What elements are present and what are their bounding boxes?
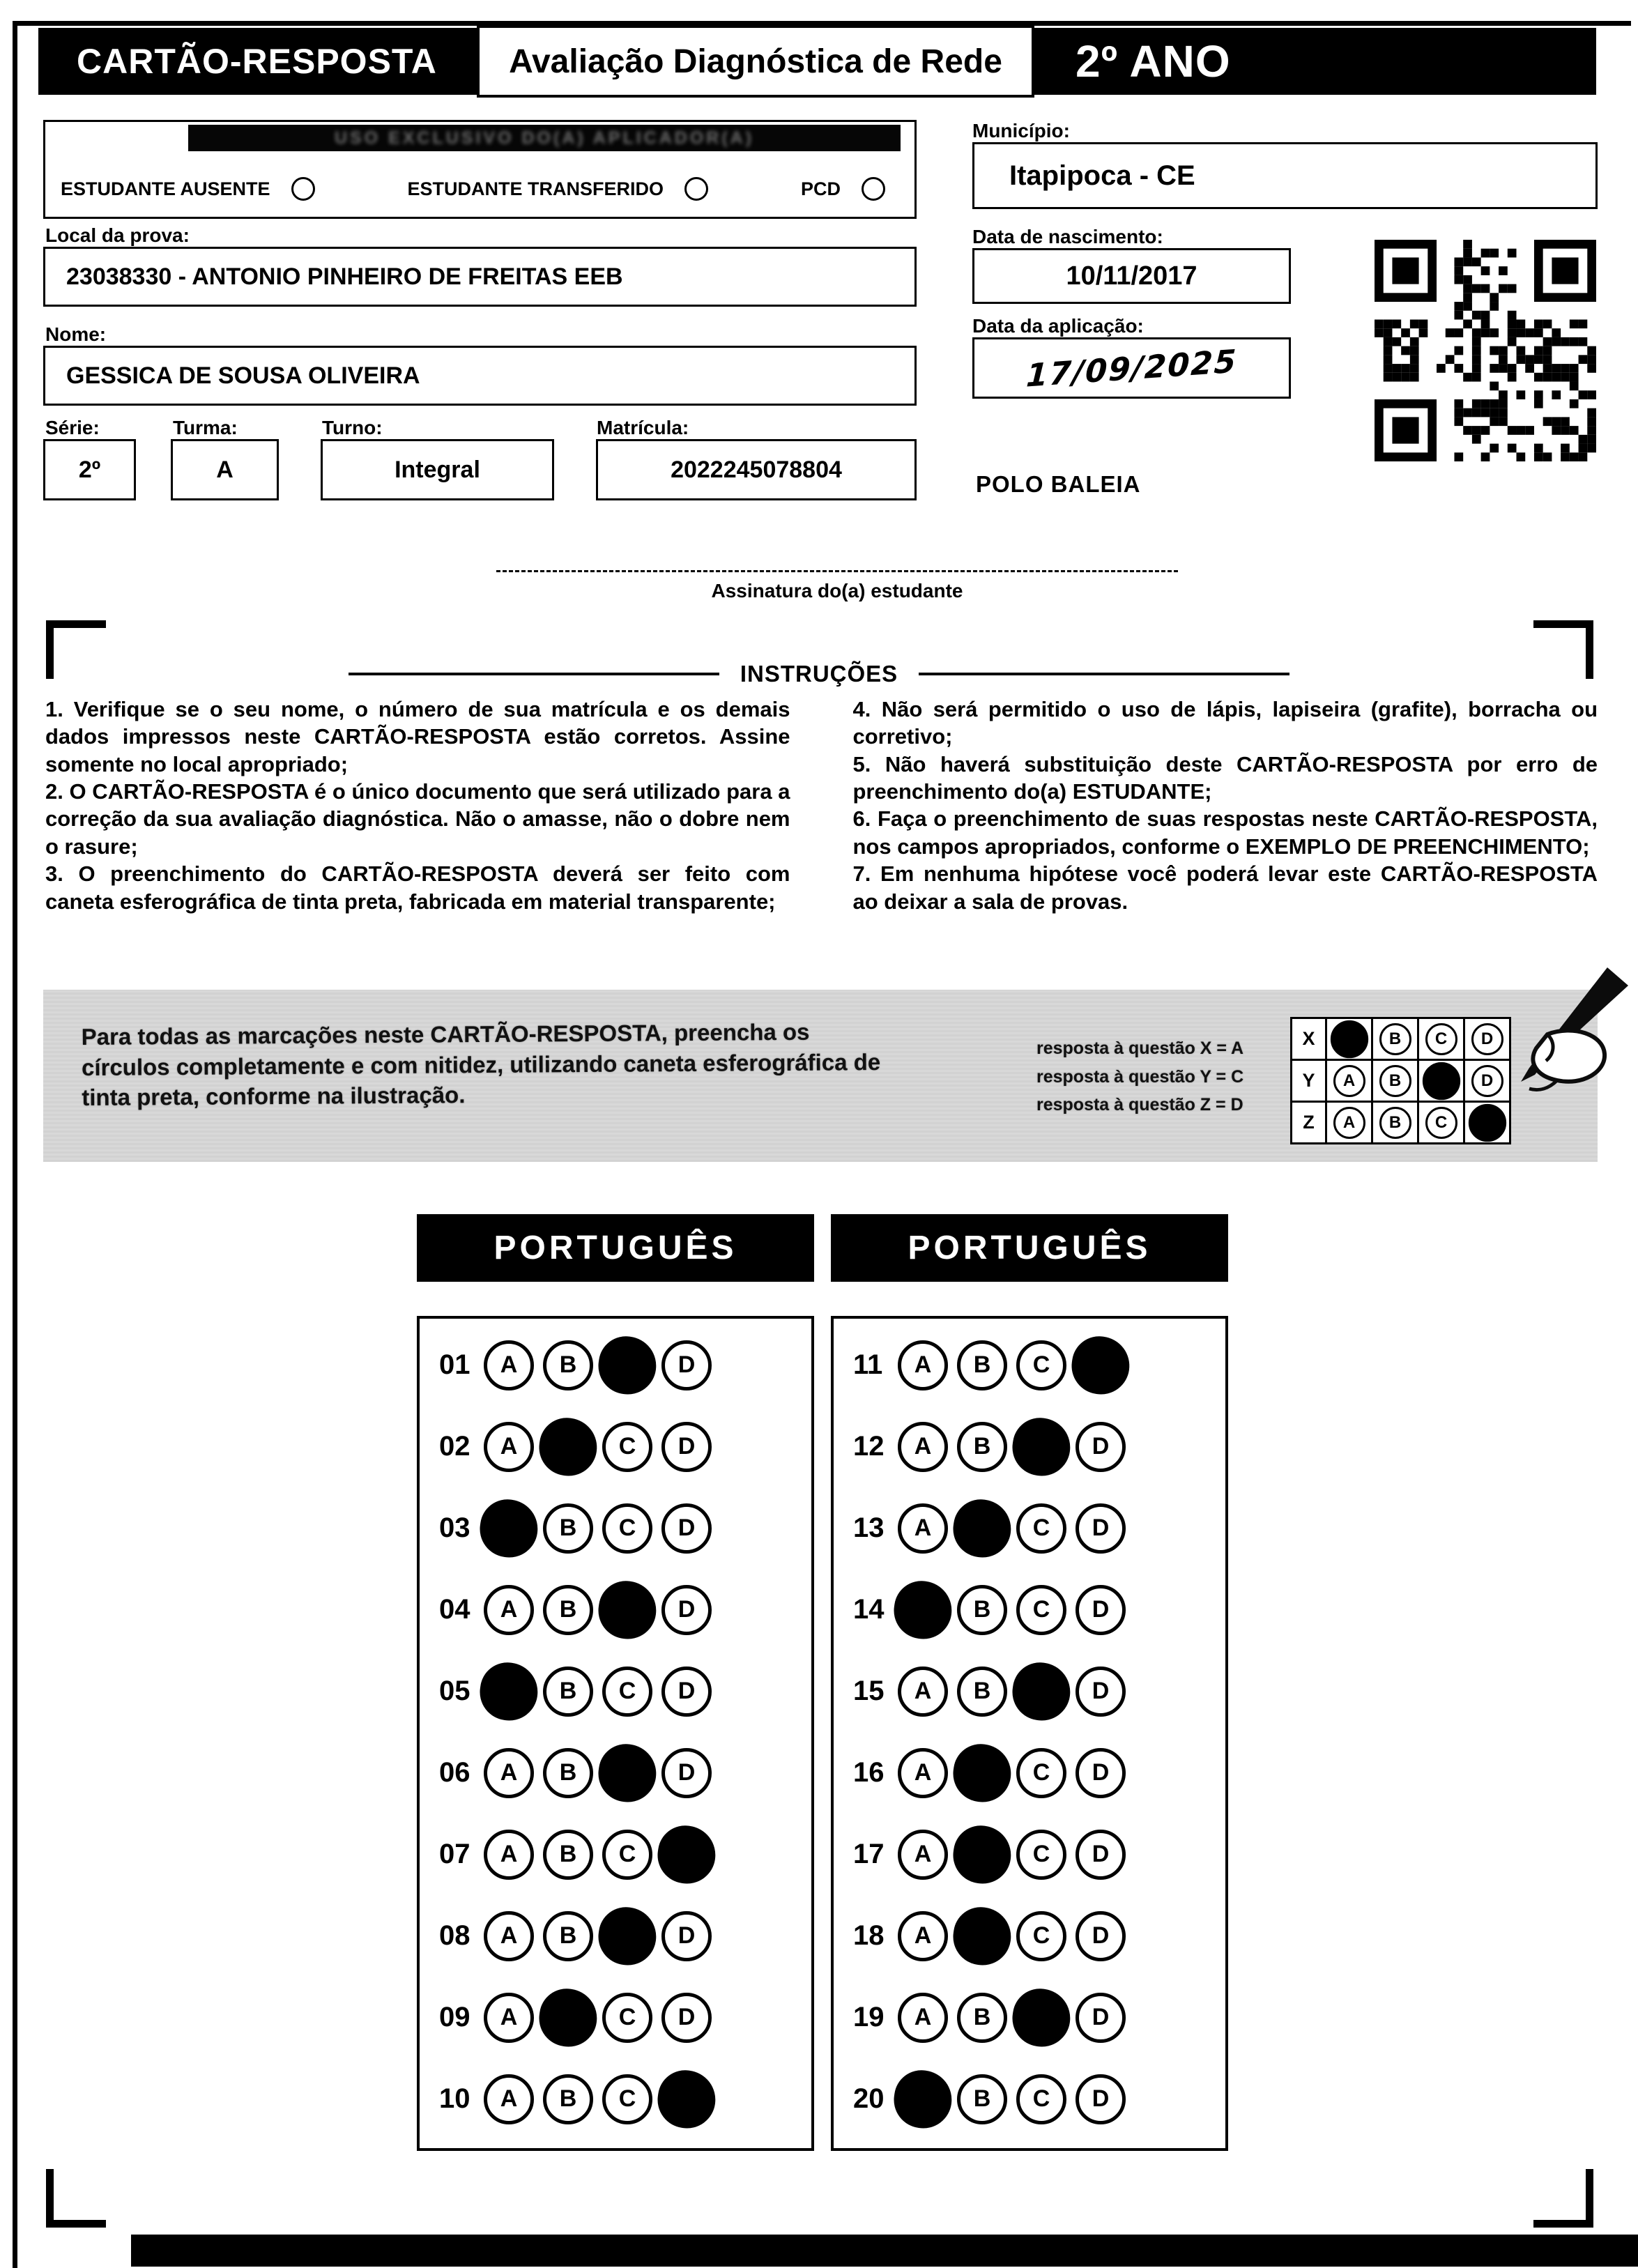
example-bubble-x-c: C xyxy=(1425,1023,1457,1055)
aplicador-status-box xyxy=(43,120,917,219)
answer-bubble-19-d[interactable]: D xyxy=(1076,1993,1126,2043)
question-row-06 xyxy=(420,1732,811,1814)
answer-bubble-11-a[interactable]: A xyxy=(898,1340,948,1390)
answer-bubble-04-a[interactable]: A xyxy=(484,1585,534,1635)
question-row-18 xyxy=(834,1895,1225,1977)
answer-bubble-05-b[interactable]: B xyxy=(543,1666,593,1717)
example-bubble-y-a: A xyxy=(1333,1065,1365,1097)
turno-label: Turno: xyxy=(322,417,383,438)
answer-bubble-15-d[interactable]: D xyxy=(1076,1666,1126,1717)
answer-bubble-01-a[interactable]: A xyxy=(484,1340,534,1390)
checkbox-estudante-transferido[interactable] xyxy=(408,177,709,201)
answer-bubble-08-c[interactable]: C xyxy=(595,1903,660,1969)
answer-bubble-05-d[interactable]: D xyxy=(661,1666,712,1717)
example-notes xyxy=(1036,1034,1273,1119)
answer-bubble-17-c[interactable]: C xyxy=(1016,1830,1066,1880)
answer-bubble-10-a[interactable]: A xyxy=(484,2074,534,2124)
example-row-label-x: X xyxy=(1290,1017,1327,1061)
answer-bubble-16-d[interactable]: D xyxy=(1076,1748,1126,1798)
example-bubble-y-c: C xyxy=(1422,1062,1460,1099)
answer-bubble-15-c[interactable]: C xyxy=(1009,1659,1074,1724)
question-number: 17 xyxy=(853,1839,885,1869)
example-cell xyxy=(1325,1101,1373,1144)
answer-bubble-12-c[interactable]: C xyxy=(1009,1414,1074,1480)
answer-bubble-05-a[interactable]: A xyxy=(476,1659,542,1724)
answer-bubble-09-c[interactable]: C xyxy=(602,1993,652,2043)
answer-bubble-07-a[interactable]: A xyxy=(484,1830,534,1880)
example-note: resposta à questão X = A xyxy=(1036,1039,1244,1058)
instruction-item: 4. Não será permitido o uso de lápis, lapiseira (grafite), borracha ou corretivo; xyxy=(852,697,1598,749)
answer-bubble-13-d[interactable]: D xyxy=(1076,1503,1126,1554)
serie-label: Série: xyxy=(45,417,100,438)
question-number: 03 xyxy=(439,1512,470,1543)
answer-bubble-04-d[interactable]: D xyxy=(661,1585,712,1635)
question-number: 15 xyxy=(853,1676,885,1706)
answer-bubble-07-b[interactable]: B xyxy=(543,1830,593,1880)
question-row-08 xyxy=(420,1895,811,1977)
assessment-title: Avaliação Diagnóstica de Rede xyxy=(477,25,1034,98)
page-border-left xyxy=(13,21,17,2268)
question-number: 12 xyxy=(853,1431,885,1462)
question-row-12 xyxy=(834,1406,1225,1487)
example-cell xyxy=(1371,1059,1419,1103)
example-bubble-y-b: B xyxy=(1379,1065,1411,1097)
answer-bubble-14-c[interactable]: C xyxy=(1016,1585,1066,1635)
answer-bubble-16-b[interactable]: B xyxy=(949,1740,1015,1806)
answer-bubble-10-d[interactable]: D xyxy=(654,2067,719,2132)
example-bubble-z-c: C xyxy=(1425,1107,1457,1139)
serie-value: 2º xyxy=(78,456,101,483)
answer-bubble-13-a[interactable]: A xyxy=(898,1503,948,1554)
checkbox-label: PCD xyxy=(800,178,841,199)
aplicacao-label: Data da aplicação: xyxy=(972,315,1144,337)
answer-bubble-10-c[interactable]: C xyxy=(602,2074,652,2124)
question-row-09 xyxy=(420,1977,811,2058)
subject-header-portugues-1: PORTUGUÊS xyxy=(417,1214,814,1282)
answer-bubble-20-a[interactable]: A xyxy=(890,2067,956,2132)
answer-bubble-15-b[interactable]: B xyxy=(957,1666,1007,1717)
crop-mark-top-right xyxy=(1533,620,1593,679)
aplicador-restricted-text: USO EXCLUSIVO DO(A) APLICADOR(A) xyxy=(334,128,755,148)
question-number: 04 xyxy=(439,1594,470,1625)
answer-bubble-11-c[interactable]: C xyxy=(1016,1340,1066,1390)
nascimento-field xyxy=(972,248,1291,304)
answer-bubble-08-a[interactable]: A xyxy=(484,1911,534,1961)
example-bubble-x-d: D xyxy=(1471,1023,1503,1055)
fill-notice-text: Para todas as marcações neste CARTÃO-RESPOSTA, preencha os círculos completamente e com nitidez, utilizando caneta esferográfica de tinta preta, conforme na ilustração. xyxy=(81,1018,881,1111)
answer-bubble-01-b[interactable]: B xyxy=(543,1340,593,1390)
instruction-item: 7. Em nenhuma hipótese você poderá levar este CARTÃO-RESPOSTA ao deixar a sala de provas. xyxy=(852,861,1598,914)
municipio-field xyxy=(972,142,1598,209)
answer-bubble-10-b[interactable]: B xyxy=(543,2074,593,2124)
question-number: 20 xyxy=(853,2083,885,2114)
answer-box-1 xyxy=(417,1316,814,2151)
aplicacao-handwritten-value: 17/09/2025 xyxy=(1025,342,1239,394)
answer-bubble-02-d[interactable]: D xyxy=(661,1422,712,1472)
answer-bubble-06-c[interactable]: C xyxy=(595,1740,660,1806)
example-bubble-x-b: B xyxy=(1379,1023,1411,1055)
turma-value: A xyxy=(216,456,234,483)
answer-box-2 xyxy=(831,1316,1228,2151)
answer-bubble-06-d[interactable]: D xyxy=(661,1748,712,1798)
answer-bubble-12-b[interactable]: B xyxy=(957,1422,1007,1472)
municipio-label: Município: xyxy=(972,120,1070,141)
matricula-value: 2022245078804 xyxy=(671,456,842,483)
answer-bubble-03-d[interactable]: D xyxy=(661,1503,712,1554)
question-row-11 xyxy=(834,1324,1225,1406)
answer-bubble-09-a[interactable]: A xyxy=(484,1993,534,2043)
question-number: 02 xyxy=(439,1431,470,1462)
question-row-02 xyxy=(420,1406,811,1487)
nascimento-value: 10/11/2017 xyxy=(1066,261,1197,291)
question-row-10 xyxy=(420,2058,811,2140)
status-checkbox-row xyxy=(45,172,914,206)
example-bubble-x-a: A xyxy=(1330,1020,1368,1057)
question-row-05 xyxy=(420,1650,811,1732)
question-row-17 xyxy=(834,1814,1225,1895)
question-number: 09 xyxy=(439,2002,470,2032)
instructions-header xyxy=(349,661,1289,687)
example-bubble-z-d: D xyxy=(1468,1103,1506,1141)
question-number: 19 xyxy=(853,2002,885,2032)
qr-code xyxy=(1375,240,1596,461)
question-number: 10 xyxy=(439,2083,470,2114)
question-number: 05 xyxy=(439,1676,470,1706)
answer-bubble-07-c[interactable]: C xyxy=(602,1830,652,1880)
example-row-label-y: Y xyxy=(1290,1059,1327,1103)
answer-bubble-14-b[interactable]: B xyxy=(957,1585,1007,1635)
answer-bubble-12-a[interactable]: A xyxy=(898,1422,948,1472)
question-row-01 xyxy=(420,1324,811,1406)
header xyxy=(38,28,1596,95)
question-row-15 xyxy=(834,1650,1225,1732)
instructions-title: INSTRUÇÕES xyxy=(740,661,898,687)
answer-bubble-07-d[interactable]: D xyxy=(654,1822,719,1887)
fill-notice-band xyxy=(43,990,1598,1162)
question-number: 08 xyxy=(439,1920,470,1951)
crop-mark-bottom-left xyxy=(46,2169,106,2228)
municipio-value: Itapipoca - CE xyxy=(1009,160,1195,191)
example-cell xyxy=(1371,1101,1419,1144)
question-row-13 xyxy=(834,1487,1225,1569)
answer-bubble-16-a[interactable]: A xyxy=(898,1748,948,1798)
answer-bubble-17-d[interactable]: D xyxy=(1076,1830,1126,1880)
example-cell xyxy=(1325,1017,1373,1061)
answer-bubble-08-b[interactable]: B xyxy=(543,1911,593,1961)
answer-bubble-19-b[interactable]: B xyxy=(957,1993,1007,2043)
example-cell xyxy=(1371,1017,1419,1061)
instruction-item: 1. Verifique se o seu nome, o número de sua matrícula e os demais dados impressos neste CARTÃO-RESPOSTA estão corretos. Assine somente no local apropriado; xyxy=(45,697,790,776)
instructions-rule-right xyxy=(919,673,1289,675)
example-row-label-z: Z xyxy=(1290,1101,1327,1144)
turno-value: Integral xyxy=(395,456,480,483)
answer-bubble-13-c[interactable]: C xyxy=(1016,1503,1066,1554)
answer-bubble-09-d[interactable]: D xyxy=(661,1993,712,2043)
answer-bubble-15-a[interactable]: A xyxy=(898,1666,948,1717)
answer-bubble-11-b[interactable]: B xyxy=(957,1340,1007,1390)
answer-bubble-04-c[interactable]: C xyxy=(595,1577,660,1643)
checkbox-circle[interactable] xyxy=(862,177,885,201)
instruction-item: 6. Faça o preenchimento de suas respostas neste CARTÃO-RESPOSTA, nos campos apropriados, conforme o EXEMPLO DE PREENCHIMENTO; xyxy=(852,806,1598,859)
serie-field xyxy=(43,439,136,500)
answer-bubble-13-b[interactable]: B xyxy=(949,1496,1015,1561)
answer-bubble-14-d[interactable]: D xyxy=(1076,1585,1126,1635)
checkbox-estudante-ausente[interactable] xyxy=(61,177,315,201)
polo-label: POLO BALEIA xyxy=(976,471,1141,497)
question-number: 11 xyxy=(853,1349,883,1380)
turma-field xyxy=(171,439,279,500)
answer-bubble-02-b[interactable]: B xyxy=(535,1414,601,1480)
answer-bubble-08-d[interactable]: D xyxy=(661,1911,712,1961)
hand-pen-illustration xyxy=(1437,963,1638,1131)
example-note: resposta à questão Z = D xyxy=(1036,1095,1243,1114)
answer-bubble-12-d[interactable]: D xyxy=(1076,1422,1126,1472)
answer-bubble-18-c[interactable]: C xyxy=(1016,1911,1066,1961)
question-row-14 xyxy=(834,1569,1225,1650)
answer-bubble-06-b[interactable]: B xyxy=(543,1748,593,1798)
answer-bubble-20-d[interactable]: D xyxy=(1076,2074,1126,2124)
answer-bubble-02-c[interactable]: C xyxy=(602,1422,652,1472)
turma-label: Turma: xyxy=(173,417,238,438)
instructions-column-left xyxy=(45,696,790,915)
answer-bubble-17-b[interactable]: B xyxy=(949,1822,1015,1887)
answer-bubble-02-a[interactable]: A xyxy=(484,1422,534,1472)
answer-bubble-04-b[interactable]: B xyxy=(543,1585,593,1635)
question-row-07 xyxy=(420,1814,811,1895)
checkbox-label: ESTUDANTE AUSENTE xyxy=(61,178,270,199)
nome-field xyxy=(43,346,917,406)
signature-line[interactable] xyxy=(496,570,1178,572)
answer-bubble-09-b[interactable]: B xyxy=(535,1985,601,2051)
question-row-04 xyxy=(420,1569,811,1650)
question-number: 07 xyxy=(439,1839,470,1869)
answer-bubble-18-b[interactable]: B xyxy=(949,1903,1015,1969)
answer-bubble-06-a[interactable]: A xyxy=(484,1748,534,1798)
answer-bubble-01-c[interactable]: C xyxy=(595,1333,660,1398)
checkbox-pcd[interactable] xyxy=(801,177,885,201)
instructions-rule-left xyxy=(349,673,719,675)
answer-bubble-19-a[interactable]: A xyxy=(898,1993,948,2043)
example-note: resposta à questão Y = C xyxy=(1036,1066,1244,1087)
answer-bubble-18-a[interactable]: A xyxy=(898,1911,948,1961)
aplicacao-field xyxy=(972,337,1291,399)
turno-field xyxy=(321,439,554,500)
checkbox-label: ESTUDANTE TRANSFERIDO xyxy=(407,178,664,199)
instruction-item: 5. Não haverá substituição deste CARTÃO-RESPOSTA por erro de preenchimento do(a) ESTUDANTE; xyxy=(852,751,1598,804)
matricula-label: Matrícula: xyxy=(597,417,689,438)
question-row-19 xyxy=(834,1977,1225,2058)
answer-bubble-20-c[interactable]: C xyxy=(1016,2074,1066,2124)
question-number: 14 xyxy=(853,1594,885,1625)
answer-bubble-11-d[interactable]: D xyxy=(1068,1333,1133,1398)
bottom-registration-bar xyxy=(131,2235,1638,2267)
answer-bubble-05-c[interactable]: C xyxy=(602,1666,652,1717)
grade-label: 2º ANO xyxy=(1076,36,1231,86)
local-prova-value: 23038330 - ANTONIO PINHEIRO DE FREITAS EEB xyxy=(66,263,623,290)
checkbox-circle[interactable] xyxy=(291,177,315,201)
answer-bubble-01-d[interactable]: D xyxy=(661,1340,712,1390)
instructions-columns xyxy=(45,696,1598,915)
question-number: 06 xyxy=(439,1757,470,1788)
answer-bubble-18-d[interactable]: D xyxy=(1076,1911,1126,1961)
crop-mark-top-left xyxy=(46,620,106,679)
signature-label: Assinatura do(a) estudante xyxy=(711,580,963,602)
question-number: 18 xyxy=(853,1920,885,1951)
question-row-20 xyxy=(834,2058,1225,2140)
question-number: 13 xyxy=(853,1512,885,1543)
example-bubble-z-a: A xyxy=(1333,1107,1365,1139)
answer-bubble-14-a[interactable]: A xyxy=(890,1577,956,1643)
instructions-column-right xyxy=(853,696,1598,915)
local-prova-label: Local da prova: xyxy=(45,224,190,246)
matricula-field xyxy=(596,439,917,500)
answer-bubble-19-c[interactable]: C xyxy=(1009,1985,1074,2051)
answer-bubble-03-a[interactable]: A xyxy=(476,1496,542,1561)
question-number: 01 xyxy=(439,1349,470,1380)
question-row-03 xyxy=(420,1487,811,1569)
example-bubble-y-d: D xyxy=(1471,1065,1503,1097)
nascimento-label: Data de nascimento: xyxy=(972,226,1163,247)
nome-value: GESSICA DE SOUSA OLIVEIRA xyxy=(66,362,420,389)
local-prova-field xyxy=(43,247,917,307)
example-bubble-z-b: B xyxy=(1379,1107,1411,1139)
question-row-16 xyxy=(834,1732,1225,1814)
subject-header-portugues-2: PORTUGUÊS xyxy=(831,1214,1228,1282)
checkbox-circle[interactable] xyxy=(684,177,708,201)
nome-label: Nome: xyxy=(45,323,107,345)
answer-bubble-20-b[interactable]: B xyxy=(957,2074,1007,2124)
question-number: 16 xyxy=(853,1757,885,1788)
aplicador-restricted-bar xyxy=(188,125,901,151)
answer-bubble-17-a[interactable]: A xyxy=(898,1830,948,1880)
crop-mark-bottom-right xyxy=(1533,2169,1593,2228)
instruction-item: 3. O preenchimento do CARTÃO-RESPOSTA deverá ser feito com caneta esferográfica de tinta preta, fabricada em material transparente; xyxy=(45,861,790,914)
instruction-item: 2. O CARTÃO-RESPOSTA é o único documento que será utilizado para a correção da sua avaliação diagnóstica. Não o amasse, não o dobre nem o rasure; xyxy=(45,779,790,859)
form-type-title: CARTÃO-RESPOSTA xyxy=(77,42,437,81)
answer-bubble-03-c[interactable]: C xyxy=(602,1503,652,1554)
answer-bubble-16-c[interactable]: C xyxy=(1016,1748,1066,1798)
example-cell xyxy=(1325,1059,1373,1103)
answer-bubble-03-b[interactable]: B xyxy=(543,1503,593,1554)
